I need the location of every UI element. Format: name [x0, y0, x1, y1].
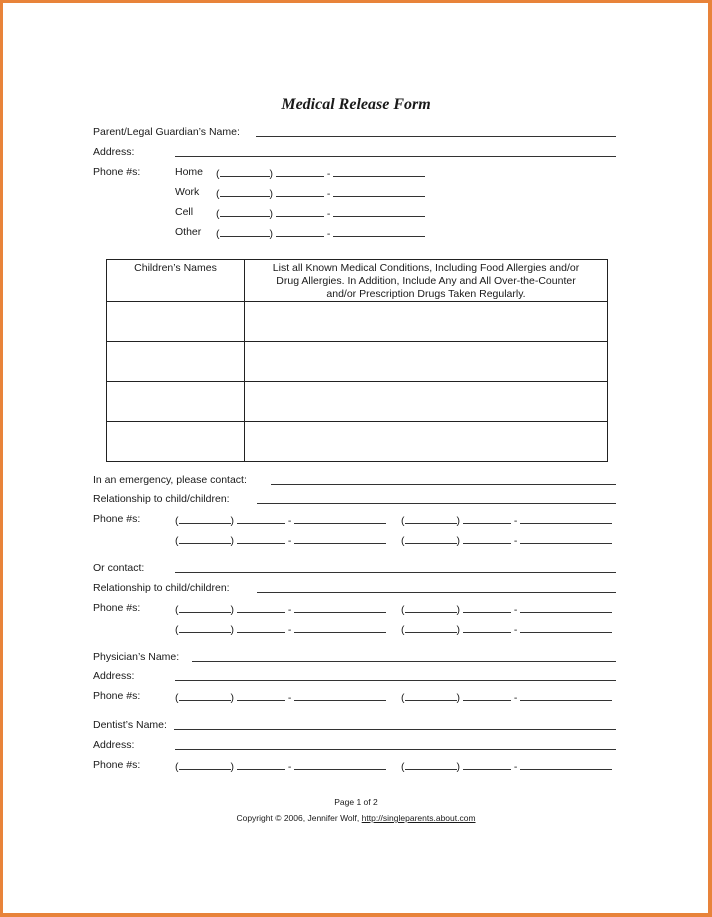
child-name-cell[interactable] [107, 342, 245, 382]
guardian-name-field[interactable] [256, 136, 616, 137]
guardian-phone-cell-field[interactable]: ( ) - [216, 206, 425, 220]
physician-address-label: Address: [93, 670, 135, 682]
other-phone-field[interactable]: ( ) - [175, 622, 386, 636]
guardian-address-field[interactable] [175, 156, 616, 157]
dentist-address-label: Address: [93, 739, 135, 751]
page-number: Page 1 of 2 [334, 797, 378, 807]
emergency-relationship-field[interactable] [257, 503, 616, 504]
emergency-contact-field[interactable] [271, 484, 616, 485]
emergency-phone-label: Phone #s: [93, 513, 141, 525]
medical-conditions-table [106, 259, 608, 462]
copyright-text: Copyright © 2006, Jennifer Wolf, [236, 813, 360, 823]
emergency-phone-field[interactable]: ( ) - [175, 513, 386, 527]
other-phone-field[interactable]: ( ) - [401, 602, 612, 616]
dentist-name-label: Dentist’s Name: [93, 719, 167, 731]
emergency-relationship-label: Relationship to child/children: [93, 493, 230, 505]
copyright-line [0, 813, 712, 823]
table-row [107, 302, 608, 342]
other-contact-field[interactable] [175, 572, 616, 573]
medical-conditions-cell[interactable] [245, 302, 608, 342]
child-name-cell[interactable] [107, 302, 245, 342]
children-names-header: Children’s Names [107, 260, 245, 302]
phone-type-cell: Cell [175, 206, 194, 218]
emergency-phone-field[interactable]: ( ) - [401, 533, 612, 547]
table-header-row [107, 260, 608, 302]
source-link[interactable]: http://singleparents.about.com [361, 813, 476, 823]
guardian-address-label: Address: [93, 146, 135, 158]
emergency-phone-field[interactable]: ( ) - [401, 513, 612, 527]
physician-name-field[interactable] [192, 661, 616, 662]
other-phone-label: Phone #s: [93, 602, 141, 614]
form-title: Medical Release Form [281, 96, 431, 113]
medical-conditions-cell[interactable] [245, 422, 608, 462]
medical-conditions-cell[interactable] [245, 382, 608, 422]
other-relationship-label: Relationship to child/children: [93, 582, 230, 594]
emergency-contact-label: In an emergency, please contact: [93, 474, 247, 486]
physician-phone-label: Phone #s: [93, 690, 141, 702]
guardian-phone-other-field[interactable]: ( ) - [216, 226, 425, 240]
physician-name-label: Physician’s Name: [93, 651, 180, 663]
dentist-phone-field[interactable]: ( ) - [401, 759, 612, 773]
table-row [107, 382, 608, 422]
guardian-name-label: Parent/Legal Guardian’s Name: [93, 126, 240, 138]
table-row [107, 422, 608, 462]
other-phone-field[interactable]: ( ) - [401, 622, 612, 636]
physician-phone-field[interactable]: ( ) - [401, 690, 612, 704]
medical-conditions-cell[interactable] [245, 342, 608, 382]
guardian-phone-work-field[interactable]: ( ) - [216, 186, 425, 200]
emergency-phone-field[interactable]: ( ) - [175, 533, 386, 547]
physician-phone-field[interactable]: ( ) - [175, 690, 386, 704]
guardian-phone-label: Phone #s: [93, 166, 141, 178]
dentist-phone-field[interactable]: ( ) - [175, 759, 386, 773]
child-name-cell[interactable] [107, 422, 245, 462]
physician-address-field[interactable] [175, 680, 616, 681]
dentist-name-field[interactable] [174, 729, 616, 730]
child-name-cell[interactable] [107, 382, 245, 422]
other-contact-label: Or contact: [93, 562, 145, 574]
medical-conditions-header: List all Known Medical Conditions, Including Food Allergies and/or Drug Allergies. In Addition, Include Any and All Over-the-Counter and/or Prescription Drugs Taken Regularly. [245, 260, 608, 302]
other-phone-field[interactable]: ( ) - [175, 602, 386, 616]
dentist-address-field[interactable] [175, 749, 616, 750]
phone-type-other: Other [175, 226, 202, 238]
guardian-phone-home-field[interactable]: ( ) - [216, 166, 425, 180]
phone-type-work: Work [175, 186, 200, 198]
table-row [107, 342, 608, 382]
dentist-phone-label: Phone #s: [93, 759, 141, 771]
phone-type-home: Home [175, 166, 204, 178]
other-relationship-field[interactable] [257, 592, 616, 593]
